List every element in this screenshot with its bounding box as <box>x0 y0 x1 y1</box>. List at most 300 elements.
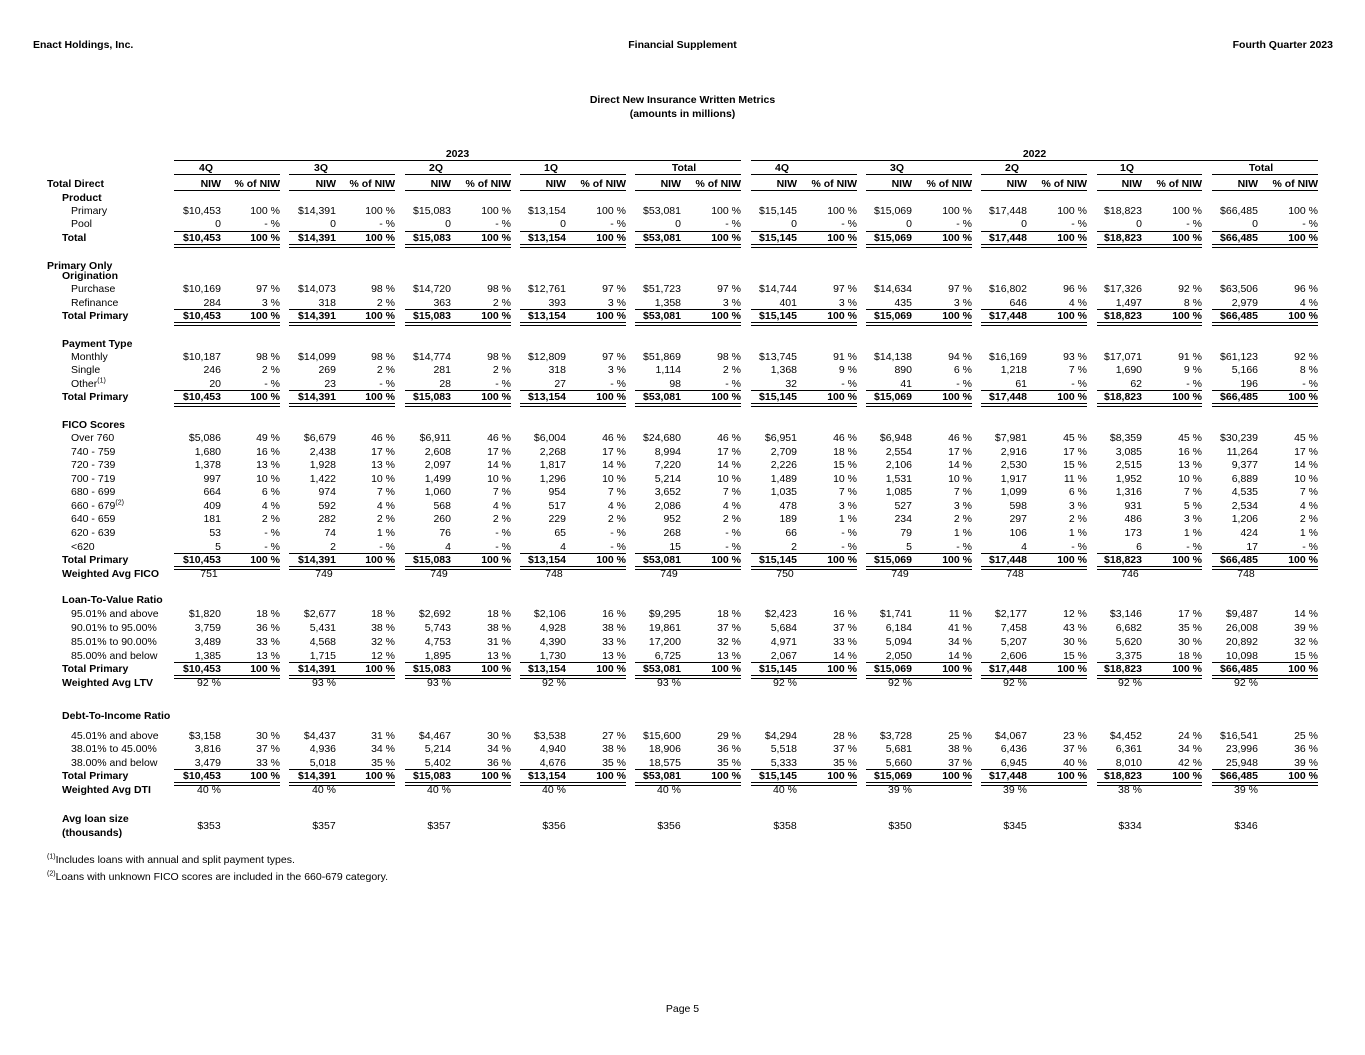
rule <box>1212 322 1318 326</box>
quarter-2q-2022: 2Q <box>1004 162 1019 174</box>
rule <box>520 322 626 326</box>
cell-pct: 46 % <box>717 432 741 444</box>
cell-niw: $13,745 <box>759 351 797 363</box>
cell-pct: - % <box>495 541 511 553</box>
cell-niw: 2,086 <box>654 500 681 512</box>
cell-pct: 17 % <box>487 446 511 458</box>
cell-niw: 260 <box>433 513 451 525</box>
cell-pct: 100 % <box>250 770 280 782</box>
cell-pct: 43 % <box>1063 622 1087 634</box>
quarter-1q-2023: 1Q <box>543 162 558 174</box>
row-label-over-760: Over 760 <box>71 432 115 444</box>
cell-value: 748 <box>545 568 563 580</box>
cell-niw: 1,385 <box>194 650 221 662</box>
cell-niw: $10,453 <box>183 310 221 322</box>
footnote-1-text: Includes loans with annual and split payment types. <box>55 854 295 866</box>
rule <box>289 244 395 248</box>
cell-niw: 6,682 <box>1115 622 1142 634</box>
col-pct-niw: % of NIW <box>1272 178 1318 190</box>
cell-niw: $12,761 <box>528 283 566 295</box>
row-label-product: Product <box>62 192 102 204</box>
col-pct-niw: % of NIW <box>811 178 857 190</box>
cell-pct: 100 % <box>1172 391 1202 403</box>
cell-pct: 98 % <box>487 351 511 363</box>
col-niw: NIW <box>1237 178 1258 190</box>
cell-niw: 7,458 <box>1000 622 1027 634</box>
cell-pct: 25 % <box>1294 730 1318 742</box>
cell-pct: 100 % <box>1172 770 1202 782</box>
cell-pct: 5 % <box>1183 500 1202 512</box>
cell-niw: 952 <box>663 513 681 525</box>
cell-niw: 2,530 <box>1000 459 1027 471</box>
row-label-740-759: 740 - 759 <box>71 446 116 458</box>
row-label-38-00-and-below: 38.00% and below <box>71 757 158 769</box>
cell-niw: 106 <box>1009 527 1027 539</box>
rule <box>981 403 1087 407</box>
cell-niw: 5,094 <box>885 636 912 648</box>
cell-niw: $10,453 <box>183 232 221 244</box>
cell-pct: 31 % <box>487 636 511 648</box>
cell-pct: 35 % <box>1178 622 1202 634</box>
cell-niw: $14,720 <box>413 283 451 295</box>
cell-pct: - % <box>610 541 626 553</box>
cell-pct: 32 % <box>371 636 395 648</box>
cell-value: 39 % <box>1003 784 1027 796</box>
cell-pct: 100 % <box>827 554 857 566</box>
cell-pct: - % <box>841 541 857 553</box>
page-number: Page 5 <box>665 1003 700 1015</box>
cell-pct: 100 % <box>596 232 626 244</box>
cell-niw: $14,073 <box>298 283 336 295</box>
cell-niw: 435 <box>894 297 912 309</box>
cell-niw: 8,010 <box>1115 757 1142 769</box>
cell-niw: 28 <box>439 378 451 390</box>
cell-pct: - % <box>841 527 857 539</box>
quarter-total-2023: Total <box>671 162 697 174</box>
cell-pct: 15 % <box>833 459 857 471</box>
table-title: Direct New Insurance Written Metrics <box>589 94 776 106</box>
cell-pct: 100 % <box>1172 554 1202 566</box>
cell-pct: 16 % <box>1178 446 1202 458</box>
cell-pct: 92 % <box>1294 351 1318 363</box>
cell-niw: $24,680 <box>643 432 681 444</box>
cell-niw: $18,823 <box>1104 663 1142 675</box>
cell-pct: 11 % <box>948 608 972 620</box>
cell-value: 93 % <box>312 677 336 689</box>
cell-niw: $53,081 <box>643 205 681 217</box>
cell-pct: 3 % <box>1183 513 1202 525</box>
cell-pct: 31 % <box>371 730 395 742</box>
cell-niw: 478 <box>779 500 797 512</box>
cell-pct: 10 % <box>1178 473 1202 485</box>
row-label-loan-to-value-ratio: Loan-To-Value Ratio <box>62 594 163 606</box>
cell-pct: 100 % <box>1288 205 1318 217</box>
cell-pct: 37 % <box>833 622 857 634</box>
cell-niw: $13,154 <box>528 554 566 566</box>
cell-niw: $14,391 <box>298 232 336 244</box>
cell-niw: 2,226 <box>770 459 797 471</box>
cell-pct: 100 % <box>942 554 972 566</box>
row-label-total-primary: Total Primary <box>62 310 129 322</box>
cell-pct: 100 % <box>827 391 857 403</box>
cell-niw: $14,099 <box>298 351 336 363</box>
cell-pct: 10 % <box>948 473 972 485</box>
cell-pct: 8 % <box>1183 297 1202 309</box>
cell-pct: 36 % <box>487 757 511 769</box>
cell-pct: 100 % <box>711 554 741 566</box>
cell-niw: 1,715 <box>309 650 336 662</box>
cell-niw: $66,485 <box>1220 663 1258 675</box>
cell-niw: $15,145 <box>759 391 797 403</box>
cell-pct: 1 % <box>953 527 972 539</box>
row-label-primary-only: Primary Only <box>47 260 113 272</box>
cell-niw: 76 <box>439 527 451 539</box>
cell-pct: - % <box>495 378 511 390</box>
cell-pct: 7 % <box>838 486 857 498</box>
cell-niw: 5,684 <box>770 622 797 634</box>
cell-niw: $15,069 <box>874 554 912 566</box>
cell-pct: 7 % <box>492 486 511 498</box>
cell-pct: 41 % <box>948 622 972 634</box>
rule <box>981 190 1087 191</box>
cell-niw: 5,214 <box>654 473 681 485</box>
cell-pct: 3 % <box>607 364 626 376</box>
rule <box>174 403 280 407</box>
cell-pct: - % <box>1071 218 1087 230</box>
cell-niw: 3,652 <box>654 486 681 498</box>
cell-pct: 100 % <box>1057 770 1087 782</box>
cell-niw: 5 <box>906 541 912 553</box>
cell-niw: 4,390 <box>539 636 566 648</box>
cell-pct: 100 % <box>250 554 280 566</box>
cell-pct: - % <box>725 378 741 390</box>
cell-niw: $10,453 <box>183 391 221 403</box>
cell-value: 750 <box>776 568 794 580</box>
cell-pct: 98 % <box>371 351 395 363</box>
rule <box>866 769 972 770</box>
cell-niw: 4,676 <box>539 757 566 769</box>
cell-pct: 98 % <box>487 283 511 295</box>
cell-niw: 598 <box>1009 500 1027 512</box>
rule <box>289 662 395 663</box>
cell-niw: $6,951 <box>764 432 797 444</box>
cell-niw: 2,554 <box>885 446 912 458</box>
cell-pct: 16 % <box>256 446 280 458</box>
cell-value: 40 % <box>197 784 221 796</box>
rule <box>174 190 280 191</box>
cell-pct: 10 % <box>833 473 857 485</box>
cell-niw: 0 <box>215 218 221 230</box>
cell-niw: $18,823 <box>1104 391 1142 403</box>
cell-niw: $2,692 <box>418 608 451 620</box>
cell-pct: 100 % <box>1057 205 1087 217</box>
cell-niw: $8,359 <box>1109 432 1142 444</box>
cell-pct: 25 % <box>948 730 972 742</box>
cell-niw: 3,479 <box>194 757 221 769</box>
cell-niw: 931 <box>1124 500 1142 512</box>
cell-pct: 100 % <box>250 663 280 675</box>
quarter-total-2022: Total <box>1248 162 1274 174</box>
cell-value: 39 % <box>1234 784 1258 796</box>
cell-niw: $9,487 <box>1225 608 1258 620</box>
cell-pct: 100 % <box>596 391 626 403</box>
cell-niw: 1,296 <box>539 473 566 485</box>
cell-niw: 2 <box>791 541 797 553</box>
cell-niw: 7,220 <box>654 459 681 471</box>
rule <box>635 231 741 232</box>
cell-pct: 97 % <box>602 283 626 295</box>
cell-pct: - % <box>379 541 395 553</box>
cell-niw: $10,453 <box>183 205 221 217</box>
rule <box>174 160 741 161</box>
row-label-debt-to-income-ratio: Debt-To-Income Ratio <box>62 710 171 722</box>
row-label-weighted-avg-ltv: Weighted Avg LTV <box>62 677 153 689</box>
cell-pct: 100 % <box>481 232 511 244</box>
cell-pct: 6 % <box>261 486 280 498</box>
cell-niw: 2,515 <box>1115 459 1142 471</box>
cell-pct: - % <box>610 527 626 539</box>
cell-pct: 96 % <box>1063 283 1087 295</box>
cell-value: 92 % <box>197 677 221 689</box>
rule <box>866 174 972 175</box>
cell-pct: 100 % <box>596 663 626 675</box>
cell-niw: 3,489 <box>194 636 221 648</box>
cell-niw: $3,158 <box>188 730 221 742</box>
cell-niw: 18,575 <box>648 757 681 769</box>
row-label-single: Single <box>71 364 101 376</box>
rule <box>174 769 280 770</box>
cell-pct: 2 % <box>376 297 395 309</box>
col-niw: NIW <box>776 178 797 190</box>
cell-pct: 29 % <box>717 730 741 742</box>
cell-niw: $2,677 <box>303 608 336 620</box>
cell-pct: 100 % <box>711 205 741 217</box>
cell-value: $357 <box>427 820 451 832</box>
cell-pct: 46 % <box>833 432 857 444</box>
col-pct-niw: % of NIW <box>926 178 972 190</box>
cell-pct: 1 % <box>1299 527 1318 539</box>
cell-pct: 100 % <box>1288 232 1318 244</box>
cell-pct: 18 % <box>487 608 511 620</box>
cell-niw: $66,485 <box>1220 205 1258 217</box>
cell-niw: 664 <box>203 486 221 498</box>
cell-niw: $13,154 <box>528 310 566 322</box>
cell-pct: 2 % <box>492 297 511 309</box>
cell-niw: 79 <box>900 527 912 539</box>
col-pct-niw: % of NIW <box>234 178 280 190</box>
cell-niw: 1,316 <box>1115 486 1142 498</box>
cell-niw: 23,996 <box>1225 743 1258 755</box>
cell-pct: 33 % <box>256 757 280 769</box>
cell-niw: 5 <box>215 541 221 553</box>
rule <box>1097 174 1202 175</box>
rule <box>981 769 1087 770</box>
cell-pct: 100 % <box>1172 205 1202 217</box>
rule <box>520 309 626 310</box>
cell-pct: 12 % <box>1063 608 1087 620</box>
cell-niw: 1,730 <box>539 650 566 662</box>
cell-pct: 14 % <box>487 459 511 471</box>
cell-niw: 5,620 <box>1115 636 1142 648</box>
cell-pct: 2 % <box>376 513 395 525</box>
cell-niw: 62 <box>1130 378 1142 390</box>
rule <box>866 322 972 326</box>
rule <box>751 322 857 326</box>
cell-niw: 997 <box>203 473 221 485</box>
rule <box>520 390 626 391</box>
cell-pct: - % <box>379 218 395 230</box>
rule <box>1212 403 1318 407</box>
cell-niw: $15,145 <box>759 554 797 566</box>
cell-niw: $13,154 <box>528 770 566 782</box>
cell-niw: 0 <box>1021 218 1027 230</box>
cell-value: 92 % <box>1003 677 1027 689</box>
cell-pct: 36 % <box>256 622 280 634</box>
rule <box>635 403 741 407</box>
cell-pct: 100 % <box>711 663 741 675</box>
cell-niw: $10,453 <box>183 554 221 566</box>
cell-value: 40 % <box>312 784 336 796</box>
cell-pct: 100 % <box>1288 770 1318 782</box>
rule <box>520 553 626 554</box>
cell-niw: 0 <box>1136 218 1142 230</box>
cell-niw: 5,214 <box>424 743 451 755</box>
cell-pct: - % <box>1302 378 1318 390</box>
rule <box>405 553 511 554</box>
cell-niw: 196 <box>1240 378 1258 390</box>
cell-pct: 97 % <box>602 351 626 363</box>
cell-pct: 40 % <box>1063 757 1087 769</box>
cell-niw: $4,467 <box>418 730 451 742</box>
cell-pct: 46 % <box>487 432 511 444</box>
cell-niw: $14,634 <box>874 283 912 295</box>
cell-niw: 2,438 <box>309 446 336 458</box>
cell-pct: 1 % <box>376 527 395 539</box>
rule <box>635 174 741 175</box>
row-label-95-01-and-above: 95.01% and above <box>71 608 159 620</box>
cell-pct: 9 % <box>1183 364 1202 376</box>
cell-pct: 100 % <box>711 770 741 782</box>
rule <box>289 174 395 175</box>
cell-pct: 32 % <box>717 636 741 648</box>
cell-pct: - % <box>264 378 280 390</box>
cell-pct: 17 % <box>948 446 972 458</box>
cell-pct: 100 % <box>1288 391 1318 403</box>
cell-niw: 6,725 <box>654 650 681 662</box>
cell-niw: $3,146 <box>1109 608 1142 620</box>
cell-niw: 5,431 <box>309 622 336 634</box>
cell-niw: $13,154 <box>528 391 566 403</box>
cell-pct: 3 % <box>261 297 280 309</box>
cell-value: 40 % <box>427 784 451 796</box>
cell-pct: 30 % <box>1178 636 1202 648</box>
cell-niw: 363 <box>433 297 451 309</box>
rule <box>751 662 857 663</box>
cell-pct: 2 % <box>492 513 511 525</box>
cell-pct: 17 % <box>717 446 741 458</box>
cell-niw: 5,402 <box>424 757 451 769</box>
cell-niw: 1,531 <box>885 473 912 485</box>
cell-niw: 1,060 <box>424 486 451 498</box>
rule <box>1097 231 1202 232</box>
cell-pct: - % <box>1186 218 1202 230</box>
col-pct-niw: % of NIW <box>465 178 511 190</box>
cell-niw: 65 <box>554 527 566 539</box>
cell-value: 92 % <box>1234 677 1258 689</box>
cell-niw: 6,436 <box>1000 743 1027 755</box>
quarter-3q-2023: 3Q <box>313 162 328 174</box>
col-niw: NIW <box>430 178 451 190</box>
cell-niw: $17,448 <box>989 770 1027 782</box>
cell-pct: - % <box>1186 378 1202 390</box>
cell-value: 749 <box>430 568 448 580</box>
cell-niw: 1,114 <box>655 364 681 376</box>
rule <box>866 244 972 248</box>
row-label-620-639: 620 - 639 <box>71 527 116 539</box>
rule <box>174 390 280 391</box>
cell-niw: 486 <box>1124 513 1142 525</box>
cell-niw: 234 <box>894 513 912 525</box>
cell-value: 93 % <box>427 677 451 689</box>
cell-pct: 100 % <box>596 554 626 566</box>
cell-niw: $15,083 <box>413 663 451 675</box>
cell-pct: 91 % <box>1178 351 1202 363</box>
cell-niw: 17 <box>1246 541 1258 553</box>
cell-pct: - % <box>956 218 972 230</box>
cell-niw: $6,004 <box>533 432 566 444</box>
cell-pct: 100 % <box>711 391 741 403</box>
cell-pct: 37 % <box>948 757 972 769</box>
cell-pct: 3 % <box>722 297 741 309</box>
rule <box>635 553 741 554</box>
cell-niw: $14,391 <box>298 205 336 217</box>
cell-pct: 1 % <box>1068 527 1087 539</box>
cell-niw: 4,753 <box>424 636 451 648</box>
cell-niw: 646 <box>1009 297 1027 309</box>
footnote-1 <box>47 854 295 866</box>
rule <box>866 231 972 232</box>
cell-pct: 100 % <box>827 663 857 675</box>
row-label-total-primary: Total Primary <box>62 554 129 566</box>
cell-niw: 1,928 <box>309 459 336 471</box>
cell-niw: $4,437 <box>303 730 336 742</box>
cell-niw: 2 <box>330 541 336 553</box>
row-label-640-659: 640 - 659 <box>71 513 116 525</box>
rule <box>1212 190 1318 191</box>
rule <box>981 309 1087 310</box>
cell-niw: $16,541 <box>1220 730 1258 742</box>
row-label-avg-loan-size-2: (thousands) <box>62 827 123 839</box>
cell-pct: 13 % <box>602 650 626 662</box>
cell-niw: $10,453 <box>183 663 221 675</box>
cell-value: $345 <box>1003 820 1027 832</box>
col-niw: NIW <box>660 178 681 190</box>
cell-pct: - % <box>495 527 511 539</box>
cell-niw: 5,166 <box>1231 364 1258 376</box>
cell-niw: 1,690 <box>1115 364 1142 376</box>
cell-pct: 33 % <box>602 636 626 648</box>
cell-niw: 268 <box>663 527 681 539</box>
cell-pct: 14 % <box>948 459 972 471</box>
cell-niw: $15,145 <box>759 205 797 217</box>
cell-value: 92 % <box>542 677 566 689</box>
row-label-primary: Primary <box>71 205 108 217</box>
cell-pct: 16 % <box>833 608 857 620</box>
cell-pct: 35 % <box>717 757 741 769</box>
cell-niw: $17,326 <box>1104 283 1142 295</box>
cell-niw: 0 <box>906 218 912 230</box>
rule <box>405 309 511 310</box>
